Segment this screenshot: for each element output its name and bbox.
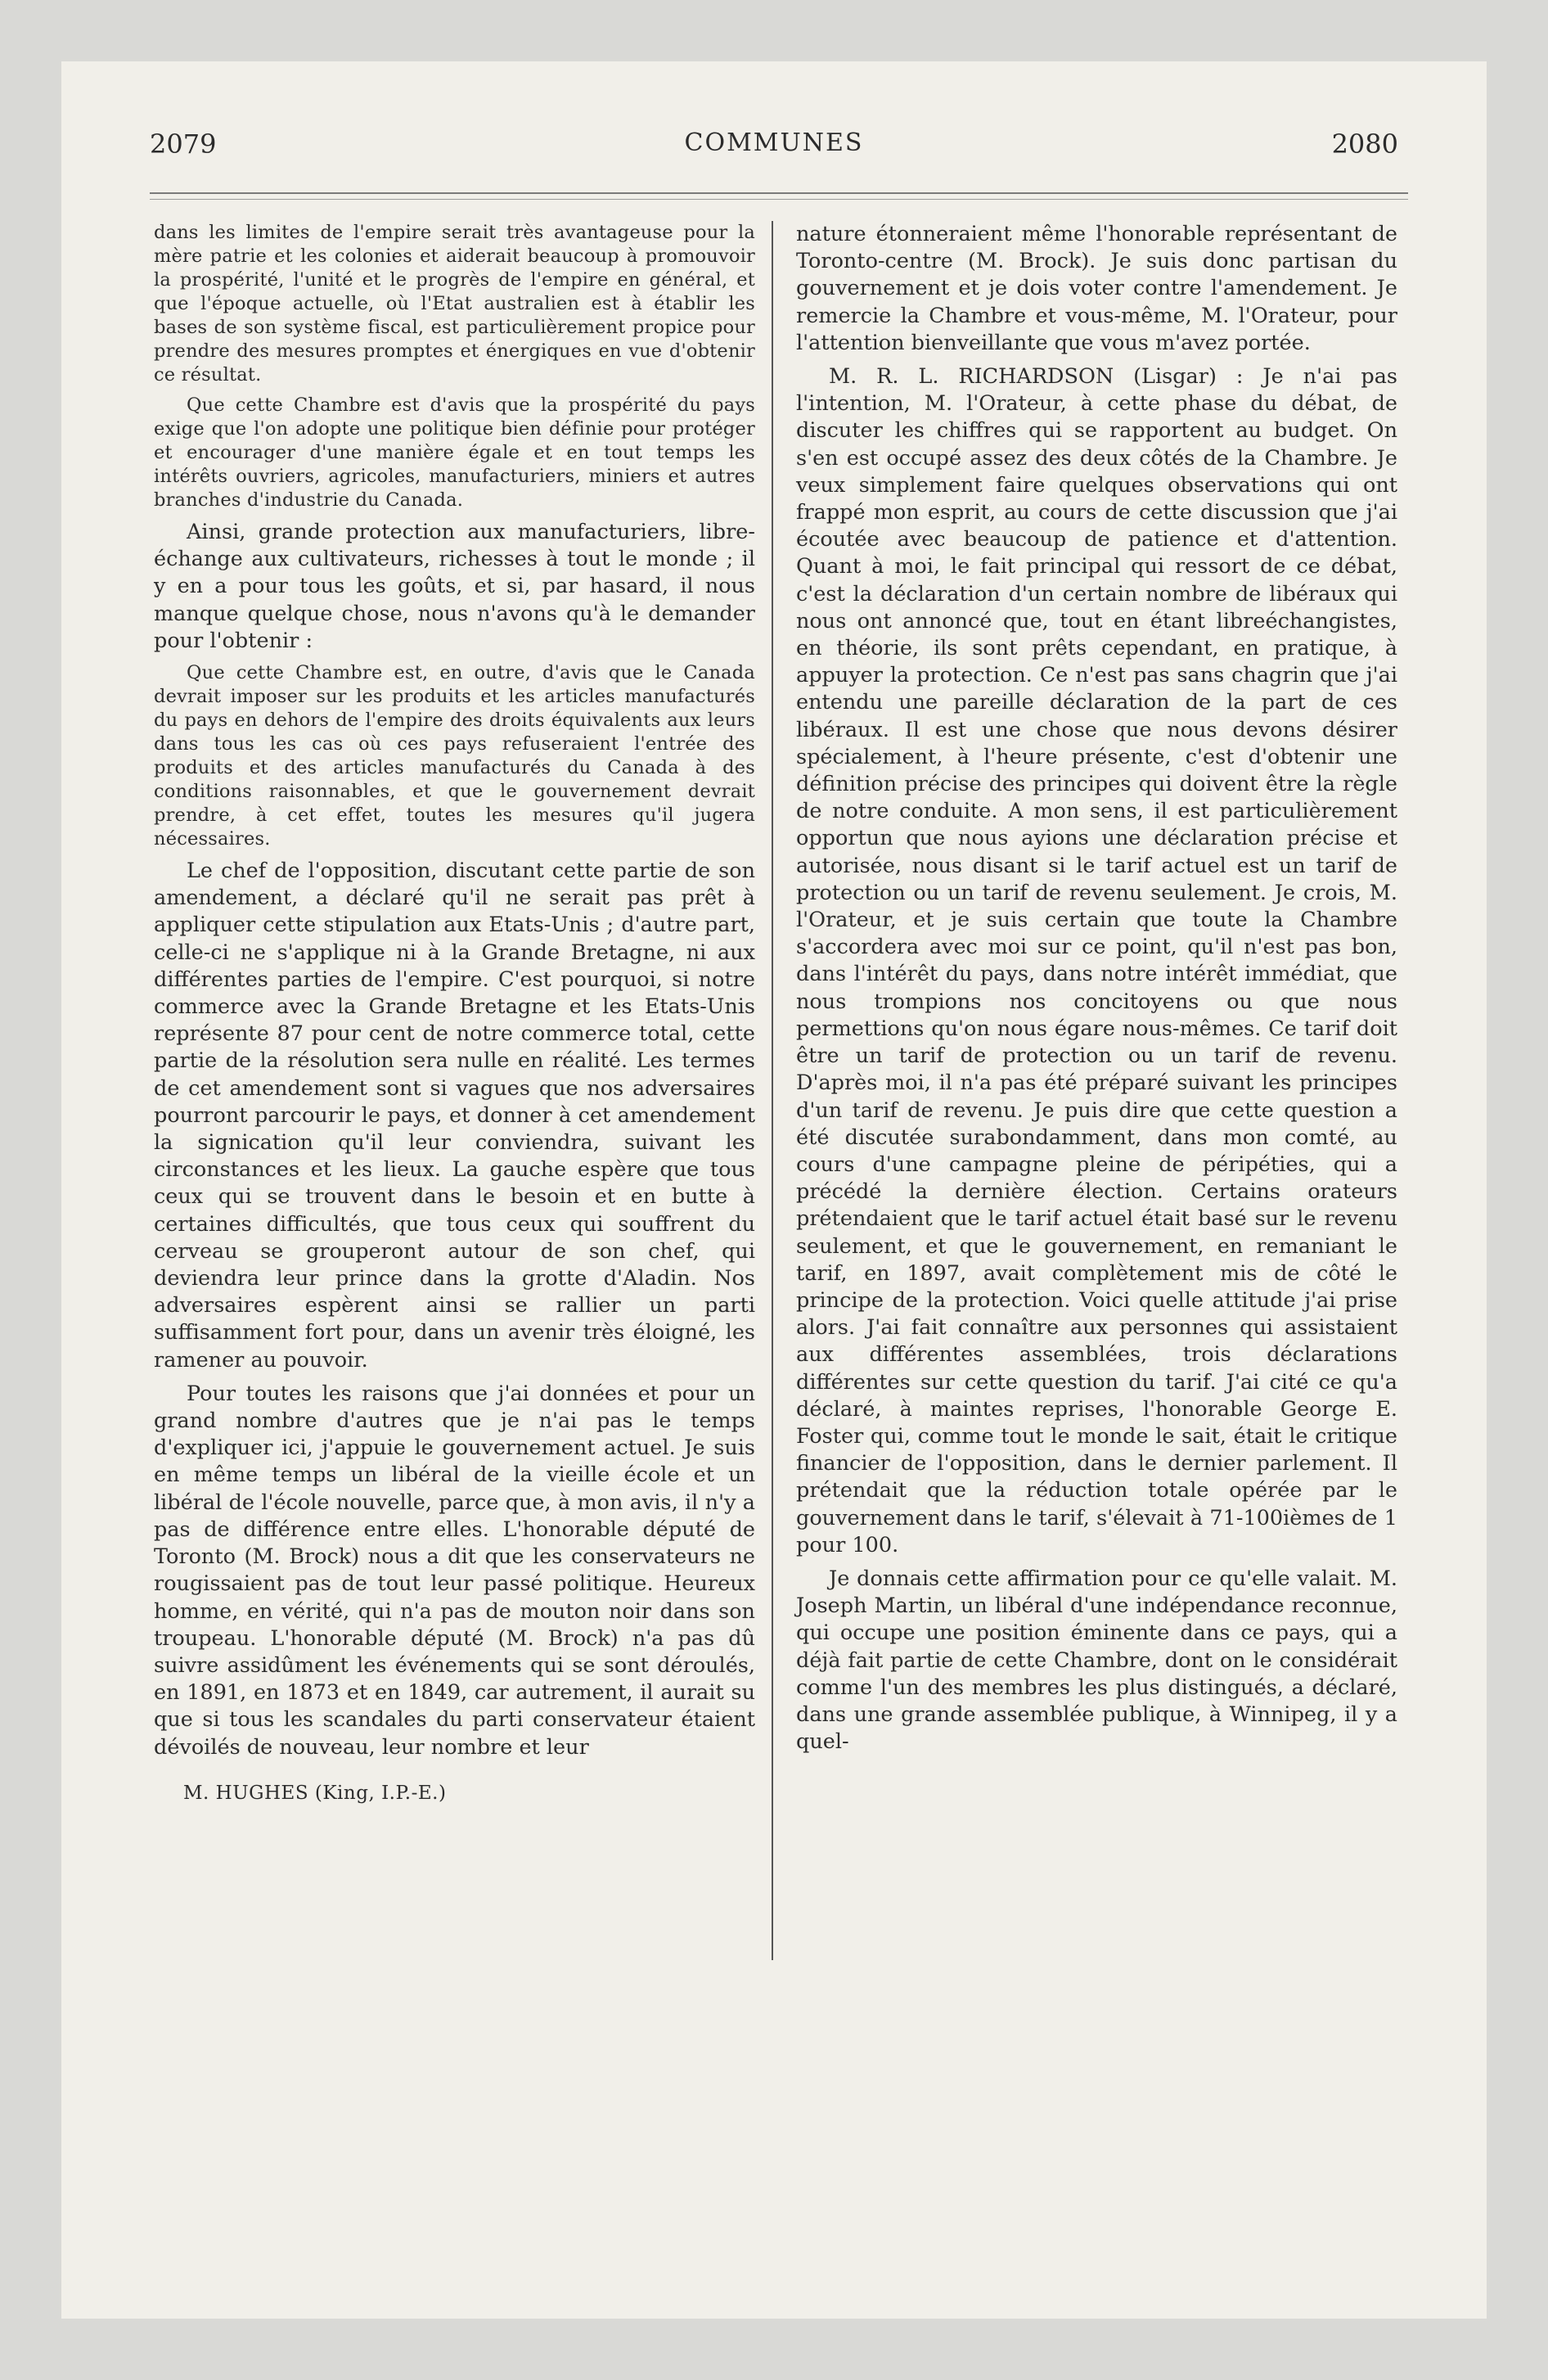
speech-paragraph: nature étonneraient même l'honorable représentant de Toronto-centre (M. Brock). Je suis donc partisan du gouvernement et je dois voter contre l'amendement. Je remercie la Chambre et vous-même, M. l'Orateur, pour l'attention bienveillante que vous m'avez portée. (796, 222, 1397, 355)
speech-paragraph: Je donnais cette affirmation pour ce qu'elle valait. M. Joseph Martin, un libéral d'une indépendance reconnue, qui occupe une position éminente dans ce pays, qui a déjà fait partie de cette Chambre, dont on le considérait comme l'un des membres les plus distingués, a déclaré, dans une grande assemblée publique, à Winnipeg, il y a quel- (796, 1566, 1397, 1755)
page-number-right: 2080 (1331, 128, 1398, 160)
quoted-resolution-continuation: dans les limites de l'empire serait très avantageuse pour la mère patrie et les colonies et aiderait beaucoup à promouvoir la prospérité, l'unité et le progrès de l'empire en général, et que l'époque actuelle, où l'Etat australien est à établir les bases de son système fiscal, est particulièrement propice pour prendre des mesures promptes et énergiques en vue d'obtenir ce résultat. (154, 222, 755, 385)
quoted-resolution-paragraph: Que cette Chambre est d'avis que la prospérité du pays exige que l'on adopte une politique bien définie pour protéger et encourager d'une manière égale et en tout temps les intérêts ouvriers, agricoles, manufacturiers, miniers et autres branches d'industrie du Canada. (154, 394, 755, 511)
speaker-signature: M. HUGHES (King, I.P.-E.) (183, 1782, 447, 1804)
speech-paragraph: Ainsi, grande protection aux manufacturiers, libre-échange aux cultivateurs, richesses à tout le monde ; il y en a pour tous les goûts, et si, par hasard, il nous manque quelque chose, nous n'avons qu'à le demander pour l'obtenir : (154, 520, 755, 653)
page (61, 61, 1487, 2319)
column-divider (772, 221, 773, 1960)
header-rule-thin (150, 199, 1408, 200)
speech-paragraph: Pour toutes les raisons que j'ai données et pour un grand nombre d'autres que je n'ai pas le temps d'expliquer ici, j'appuie le gouvernement actuel. Je suis en même temps un libéral de la vieille école et un libéral de l'école nouvelle, parce que, à mon avis, il n'y a pas de différence entre elles. L'honorable député de Toronto (M. Brock) nous a dit que les conservateurs ne rougissaient pas de tout leur passé politique. Heureux homme, en vérité, qui n'a pas de mouton noir dans son troupeau. L'honorable député (M. Brock) n'a pas dû suivre assidûment les événements qui se sont déroulés, en 1891, en 1873 et en 1849, car autrement, il aurait su que si tous les scandales du parti conservateur étaient dévoilés de nouveau, leur nombre et leur (154, 1381, 755, 1760)
right-column (796, 221, 1397, 1762)
speech-paragraph: M. R. L. RICHARDSON (Lisgar) : Je n'ai pas l'intention, M. l'Orateur, à cette phase du débat, de discuter les chiffres qui se rapportent au budget. On s'en est occupé assez des deux côtés de la Chambre. Je veux simplement faire quelques observations qui ont frappé mon esprit, au cours de cette discussion que j'ai écoutée avec beaucoup de patience et d'attention. Quant à moi, le fait principal qui ressort de ce débat, c'est la déclaration d'un certain nombre de libéraux qui nous ont annoncé que, tout en étant libreéchangistes, en théorie, ils sont prêts cependant, en pratique, à appuyer la protection. Ce n'est pas sans chagrin que j'ai entendu une pareille déclaration de la part de ces libéraux. Il est une chose que nous devons désirer spécialement, à l'heure présente, c'est d'obtenir une définition précise des principes qui doivent être la règle de notre conduite. A mon sens, il est particulièrement opportun que nous ayions une déclaration précise et autorisée, nous disant si le tarif actuel est un tarif de protection ou un tarif de revenu seulement. Je crois, M. l'Orateur, et je suis certain que toute la Chambre s'accordera avec moi sur ce point, qu'il n'est pas bon, dans l'intérêt du pays, dans notre intérêt immédiat, que nous trompions nos concitoyens ou que nous permettions qu'on nous égare nous-mêmes. Ce tarif doit être un tarif de protection ou un tarif de revenu. D'après moi, il n'a pas été préparé suivant les principes d'un tarif de revenu. Je puis dire que cette question a été discutée surabondamment, dans mon comté, au cours d'une campagne pleine de péripéties, qui a précédé la dernière élection. Certains orateurs prétendaient que le tarif actuel était basé sur le revenu seulement, et que le gouvernement, en remaniant le tarif, en 1897, avait complètement mis de côté le principe de la protection. Voici quelle attitude j'ai prise alors. J'ai fait connaître aux personnes qui assistaient aux différentes assemblées, trois déclarations différentes sur cette question du tarif. J'ai cité ce qu'a déclaré, à maintes reprises, l'honorable George E. Foster qui, comme tout le monde le sait, était le critique financier de l'opposition, dans le dernier parlement. Il prétendait que la réduction totale opérée par le gouvernement dans le tarif, s'élevait à 71-100ièmes de 1 pour 100. (796, 364, 1397, 1557)
header-rule (150, 192, 1408, 194)
running-head: COMMUNES (684, 128, 864, 157)
speech-paragraph: Le chef de l'opposition, discutant cette partie de son amendement, a déclaré qu'il ne serait pas prêt à appliquer cette stipulation aux Etats-Unis ; d'autre part, celle-ci ne s'applique ni à la Grande Bretagne, ni aux différentes parties de l'empire. C'est pourquoi, si notre commerce avec la Grande Bretagne et les Etats-Unis représente 87 pour cent de notre commerce total, cette partie de la résolution sera nulle en réalité. Les termes de cet amendement sont si vagues que nos adversaires pourront parcourir le pays, et donner à cet amendement la signication qu'il leur conviendra, suivant les circonstances et les lieux. La gauche espère que tous ceux qui se trouvent dans le besoin et en butte à certaines difficultés, que tous ceux qui souffrent du cerveau se grouperont autour de son chef, qui deviendra leur prince dans la grotte d'Aladin. Nos adversaires espèrent ainsi se rallier un parti suffisamment fort pour, dans un avenir très éloigné, les ramener au pouvoir. (154, 859, 755, 1373)
left-column (154, 221, 755, 1804)
page-number-left: 2079 (150, 128, 217, 160)
quoted-resolution-paragraph: Que cette Chambre est, en outre, d'avis que le Canada devrait imposer sur les produits et les articles manufacturés du pays en dehors de l'empire des droits équivalents aux leurs dans tous les cas où ces pays refuseraient l'entrée des produits et des articles manufacturés du Canada à des conditions raisonnables, et que le gouvernement devrait prendre, à cet effet, toutes les mesures qu'il jugera nécessaires. (154, 662, 755, 850)
